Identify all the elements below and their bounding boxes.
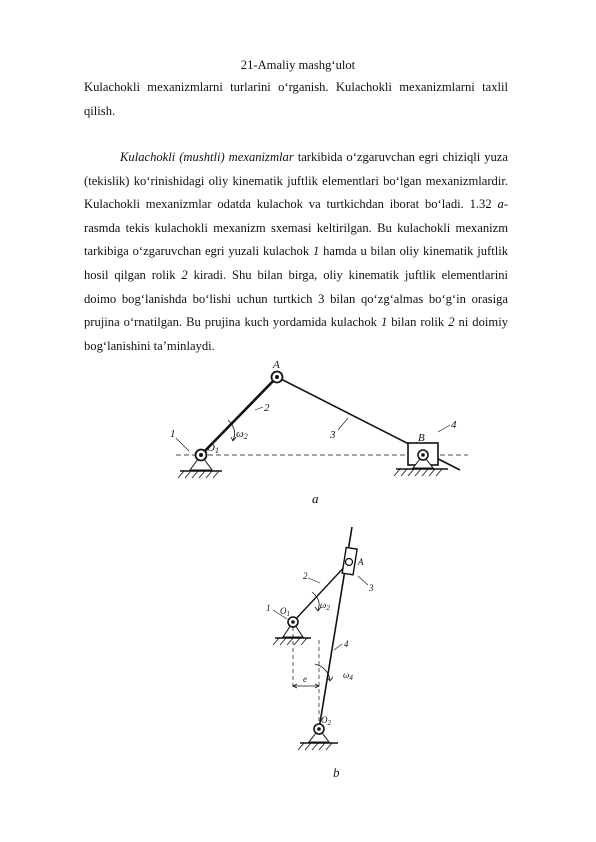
text-s5: bilan rolik [387, 315, 449, 330]
label-2-b: 2 [303, 571, 308, 581]
label-1: 1 [170, 428, 176, 440]
label-o1: O1 [207, 442, 219, 455]
label-3: 3 [330, 429, 336, 441]
label-o1-b: $O_1$ [280, 606, 290, 618]
num-3: 1 [380, 315, 388, 330]
text-s4: kiradi. Shu bilan birga, oliy kinematik juftlik elementlarini doimo bog‘lanishda bo‘lishi uchun turtkich 3 bilan qo‘zg‘almas bo‘g‘in orasiga prujina o‘rnatilgan. Bu prujina kuch yordamida kulachok [84, 267, 509, 330]
label-e-b: e [303, 674, 307, 684]
caption-b: b [333, 765, 340, 780]
page-title: 21-Amaliy mashg‘ulot [240, 58, 356, 72]
text-s6: ni doimiy bog‘lanishini ta’minlaydi. [84, 315, 508, 353]
label-4: 4 [451, 419, 457, 431]
label-a: A [273, 359, 280, 371]
num-2: 2 [181, 267, 188, 282]
text-s2: -rasmda tekis kulachokli mexanizm sxemasi keltirilgan. Bu kulachokli mexanizm tarkibiga o‘zgaruvchan egri yuzali kulachok [84, 197, 508, 259]
num-4: 2 [448, 315, 455, 330]
text-s1: tarkibida o‘zgaruvchan egri chiziqli yuza (tekislik) ko‘rinishidagi oliy kinematik juftlik elementlari bo‘lgan mexanizmlardir. Kulachokli mexanizmlar odatda kulachok va turtkichdan iborat bo‘ladi. 1.32 [84, 150, 508, 212]
label-a-b: A [358, 557, 364, 567]
num-1: 1 [312, 244, 320, 259]
label-omega4-b: $\omega_4$ [343, 670, 353, 682]
label-3-b: 3 [369, 583, 374, 593]
text-s3: hamda u bilan oliy kinematik juftlik hosil qilgan rolik [84, 244, 508, 282]
label-omega: ω2 [236, 428, 248, 441]
term: Kulachokli (mushtli) mexanizmlar [120, 150, 294, 164]
fig-ref: a [497, 197, 504, 212]
label-1-b: 1 [266, 603, 271, 613]
label-b: B [418, 432, 425, 444]
label-2: 2 [264, 402, 270, 414]
subtitle: Kulachokli mexanizmlarni turlarini o‘rganish. Kulachokli mexanizmlarni taxlil qilish. [84, 80, 508, 118]
label-o2-b: $O_2$ [321, 715, 331, 727]
label-omega2-b: $\omega_2$ [320, 600, 330, 612]
label-4-b: 4 [344, 639, 349, 649]
caption-a: a [312, 491, 319, 506]
